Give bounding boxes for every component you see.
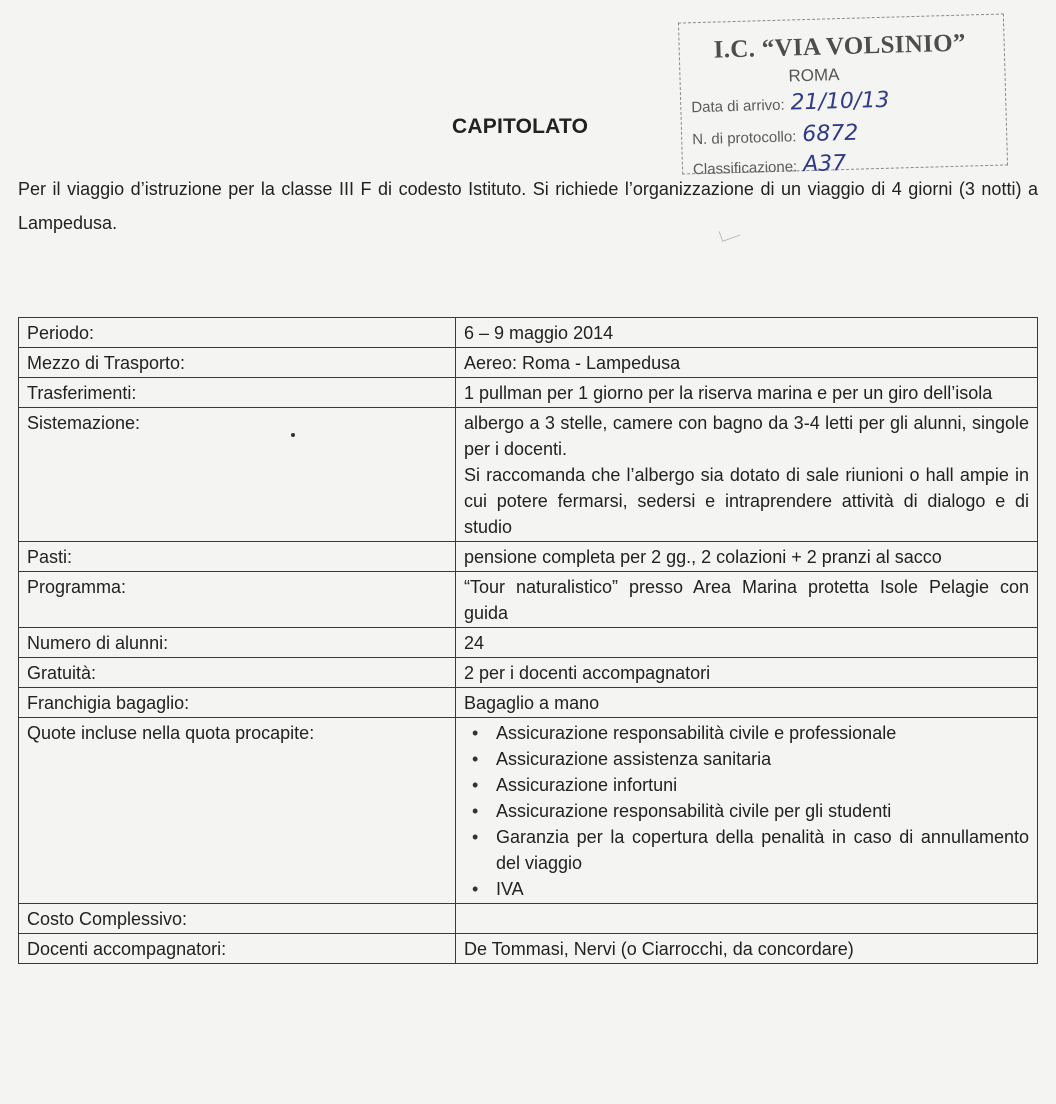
row-value: De Tommasi, Nervi (o Ciarrocchi, da concordare) bbox=[456, 934, 1038, 964]
protocol-stamp bbox=[678, 13, 1008, 179]
row-label: Gratuità: bbox=[19, 658, 456, 688]
accommodation-text: albergo a 3 stelle, camere con bagno da 3-4 letti per gli alunni, singole per i docenti. bbox=[464, 413, 1029, 459]
row-value: 2 per i docenti accompagnatori bbox=[456, 658, 1038, 688]
stamp-classification-label: Classificazione: bbox=[692, 158, 798, 179]
table-row bbox=[19, 348, 1038, 378]
table-row bbox=[19, 718, 1038, 904]
included-items-list bbox=[464, 720, 1029, 902]
row-value: 6 – 9 maggio 2014 bbox=[456, 318, 1038, 348]
table-row bbox=[19, 318, 1038, 348]
list-item: • Assicurazione responsabilità civile per gli studenti bbox=[496, 798, 1029, 824]
table-row bbox=[19, 628, 1038, 658]
row-value: Aereo: Roma - Lampedusa bbox=[456, 348, 1038, 378]
stamp-protocol-row bbox=[692, 121, 859, 151]
stamp-school-name: I.C. “VIA VOLSINIO” bbox=[713, 29, 967, 64]
row-label: Costo Complessivo: bbox=[19, 904, 456, 934]
row-label: Programma: bbox=[19, 572, 456, 628]
specification-table bbox=[18, 317, 1038, 964]
table-row bbox=[19, 378, 1038, 408]
table-row bbox=[19, 934, 1038, 964]
row-label: Mezzo di Trasporto: bbox=[19, 348, 456, 378]
row-label: Docenti accompagnatori: bbox=[19, 934, 456, 964]
table-row bbox=[19, 408, 1038, 542]
row-value: Bagaglio a mano bbox=[456, 688, 1038, 718]
row-label: Trasferimenti: bbox=[19, 378, 456, 408]
row-value bbox=[456, 718, 1038, 904]
row-value bbox=[456, 904, 1038, 934]
row-value: “Tour naturalistico” presso Area Marina protetta Isole Pelagie con guida bbox=[456, 572, 1038, 628]
stamp-classification-value: A37 bbox=[802, 150, 847, 178]
table-row bbox=[19, 658, 1038, 688]
list-item: • Garanzia per la copertura della penalità in caso di annullamento del viaggio bbox=[496, 824, 1029, 876]
row-label: Periodo: bbox=[19, 318, 456, 348]
row-value: pensione completa per 2 gg., 2 colazioni + 2 pranzi al sacco bbox=[456, 542, 1038, 572]
row-label: Numero di alunni: bbox=[19, 628, 456, 658]
row-value bbox=[456, 408, 1038, 542]
row-label: Sistemazione: bbox=[19, 408, 456, 542]
document-title: CAPITOLATO bbox=[452, 115, 589, 138]
stamp-arrival-row bbox=[691, 88, 890, 119]
row-label: Pasti: bbox=[19, 542, 456, 572]
table-row bbox=[19, 688, 1038, 718]
list-item: • Assicurazione assistenza sanitaria bbox=[496, 746, 1029, 772]
accommodation-note: Si raccomanda che l’albergo sia dotato di sale riunioni o hall ampie in cui potere fermarsi, sedersi e intraprendere attività di dialogo e di studio bbox=[464, 465, 1029, 537]
row-label: Franchigia bagaglio: bbox=[19, 688, 456, 718]
stamp-city: ROMA bbox=[788, 65, 840, 86]
list-item: • IVA bbox=[496, 876, 1029, 902]
table-row bbox=[19, 904, 1038, 934]
list-item: • Assicurazione responsabilità civile e professionale bbox=[496, 720, 1029, 746]
stamp-protocol-label: N. di protocollo: bbox=[691, 128, 797, 149]
stamp-protocol-value: 6872 bbox=[801, 120, 859, 148]
row-value: 24 bbox=[456, 628, 1038, 658]
row-label: Quote incluse nella quota procapite: bbox=[19, 718, 456, 904]
table-row bbox=[19, 542, 1038, 572]
list-item: • Assicurazione infortuni bbox=[496, 772, 1029, 798]
stamp-arrival-label: Data di arrivo: bbox=[691, 96, 785, 117]
ink-dot bbox=[291, 433, 295, 437]
intro-paragraph: Per il viaggio d’istruzione per la classe III F di codesto Istituto. Si richiede l’organizzazione di un viaggio di 4 giorni (3 notti) a Lampedusa. bbox=[18, 179, 1038, 233]
row-value: 1 pullman per 1 giorno per la riserva marina e per un giro dell’isola bbox=[456, 378, 1038, 408]
table-row bbox=[19, 572, 1038, 628]
stamp-arrival-value: 21/10/13 bbox=[790, 87, 890, 116]
